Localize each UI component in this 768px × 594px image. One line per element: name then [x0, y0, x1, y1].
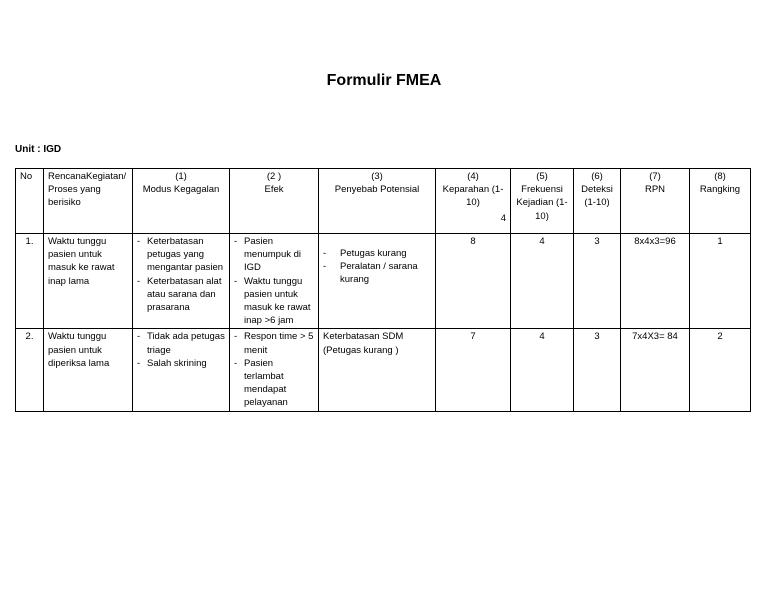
cell-keparahan: 8 [436, 234, 511, 329]
list-item: - Salah skrining [137, 357, 225, 370]
list-item: - Tidak ada petugas triage [137, 330, 225, 356]
list-item: - Respon time > 5 menit [234, 330, 314, 356]
list-item: - Peralatan / sarana kurang [323, 260, 431, 286]
header-label: Rangking [699, 184, 741, 196]
header-efek [230, 169, 319, 234]
cell-penyebab [319, 234, 436, 329]
cell-modus [133, 234, 230, 329]
cell-keparahan: 7 [436, 329, 511, 411]
header-label: Deteksi (1-10) [581, 184, 613, 209]
cell-no: 1. [16, 234, 44, 329]
header-label: Penyebab Potensial [334, 184, 420, 196]
cell-proses: Waktu tunggu pasien untuk masuk ke rawat inap lama [44, 234, 133, 329]
list-item: - Pasien menumpuk di IGD [234, 235, 314, 275]
header-penyebab [319, 169, 436, 234]
header-label: No [20, 171, 33, 182]
header-rangking [690, 169, 751, 234]
fmea-table [15, 168, 751, 412]
header-label: Keparahan (1-10) [442, 184, 504, 209]
cell-efek [230, 329, 319, 411]
cell-proses: Waktu tunggu pasien untuk diperiksa lama [44, 329, 133, 411]
table-row [16, 329, 751, 411]
page-title: Formulir FMEA [326, 72, 442, 89]
header-deteksi [574, 169, 621, 234]
cell-penyebab: Keterbatasan SDM (Petugas kurang ) [319, 329, 436, 411]
unit-label: Unit : IGD [15, 144, 62, 155]
cell-deteksi: 3 [574, 234, 621, 329]
header-num: (7) [649, 171, 661, 182]
header-num: (5) [536, 171, 548, 182]
header-num: (1) [175, 171, 187, 182]
list-item: - Petugas kurang [323, 247, 431, 260]
header-no [16, 169, 44, 234]
cell-rangking: 2 [690, 329, 751, 411]
list-item: - Keterbatasan alat atau sarana dan prasarana [137, 275, 225, 315]
header-label: Frekuensi Kejadian (1-10) [516, 184, 568, 222]
header-label: RPN [644, 184, 666, 196]
table-header-row [16, 169, 751, 234]
list-item: - Waktu tunggu pasien untuk masuk ke rawat inap >6 jam [234, 275, 314, 328]
header-frekuensi [511, 169, 574, 234]
cell-deteksi: 3 [574, 329, 621, 411]
cell-rangking: 1 [690, 234, 751, 329]
table-row [16, 234, 751, 329]
cell-frekuensi: 4 [511, 329, 574, 411]
header-num: (3) [371, 171, 383, 182]
list-item: - Keterbatasan petugas yang mengantar pasien [137, 235, 225, 275]
header-num: (4) [467, 171, 479, 182]
header-rpn [621, 169, 690, 234]
list-item: - Pasien terlambat mendapat pelayanan [234, 357, 314, 410]
cell-rpn: 8x4x3=96 [621, 234, 690, 329]
header-keparahan [436, 169, 511, 234]
header-num: (8) [714, 171, 726, 182]
cell-efek [230, 234, 319, 329]
header-label: RencanaKegiatan/ Proses yang berisiko [48, 171, 127, 209]
header-num: (6) [591, 171, 603, 182]
header-label: Modus Kegagalan [142, 184, 220, 196]
header-extra-number: 4 [500, 212, 506, 224]
cell-rpn: 7x4X3= 84 [621, 329, 690, 411]
header-proses [44, 169, 133, 234]
header-label: Efek [264, 184, 284, 196]
cell-no: 2. [16, 329, 44, 411]
cell-frekuensi: 4 [511, 234, 574, 329]
cell-modus [133, 329, 230, 411]
header-modus [133, 169, 230, 234]
header-num: (2 ) [266, 171, 282, 182]
